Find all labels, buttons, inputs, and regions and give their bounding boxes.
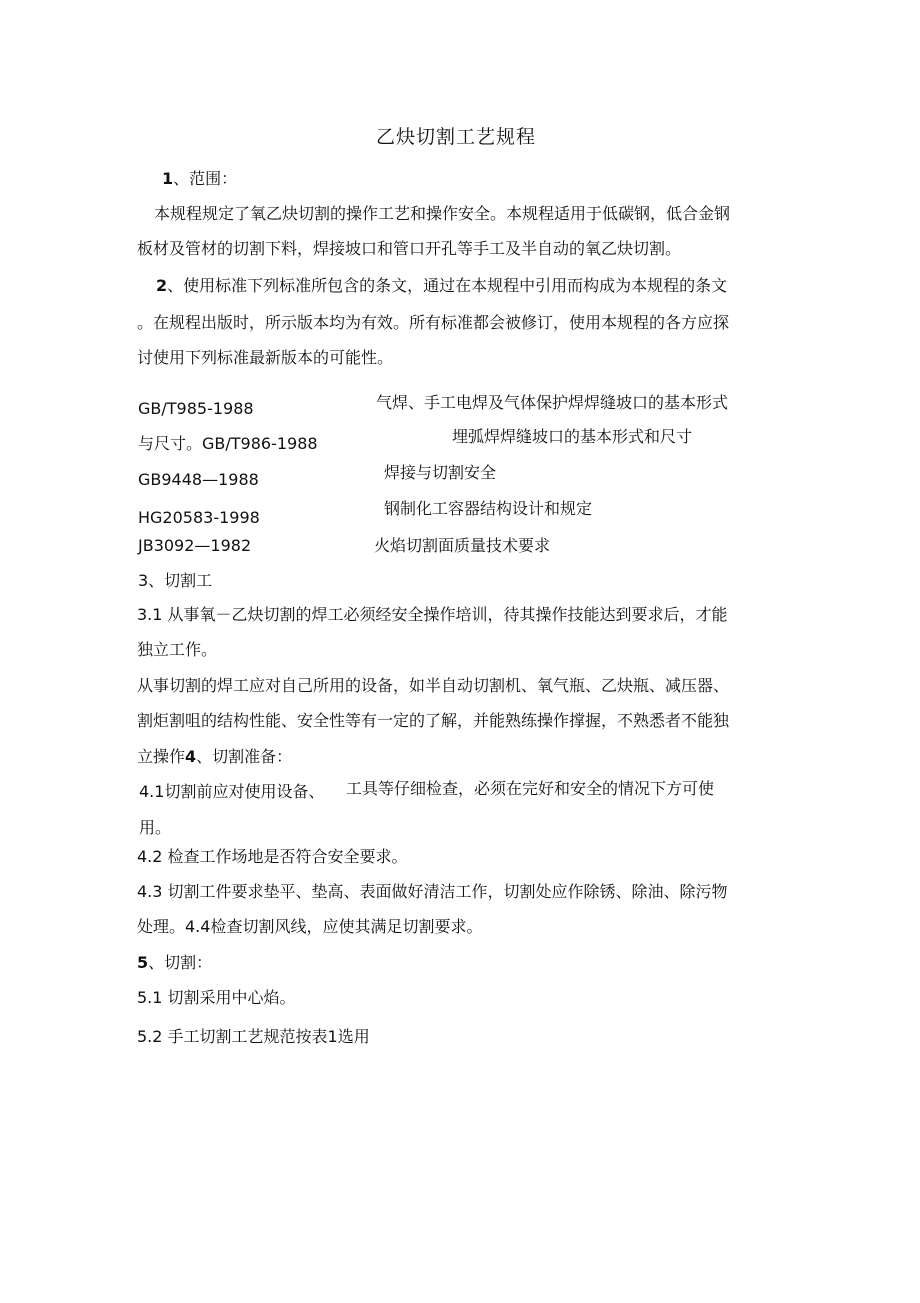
section-number: 5 — [137, 953, 149, 972]
standard-code: JB3092—1982 — [138, 536, 252, 555]
paragraph-line: 板材及管材的切割下料，焊接坡口和管口开孔等手工及半自动的氧乙炔切割。 — [137, 239, 682, 258]
paragraph-line: 。在规程出版时，所示版本均为有效。所有标准都会被修订，使用本规程的各方应探 — [137, 313, 730, 332]
paragraph-line: 独立工作。 — [137, 640, 218, 659]
section-4-heading: 、切割准备： — [196, 747, 293, 766]
paragraph-line: 3.1 从事氧－乙炔切割的焊工必须经安全操作培训，待其操作技能达到要求后，才能 — [137, 605, 728, 624]
section-heading-text: 、使用标准下列标准所包含的条文，通过在本规程中引用而构成为本规程的条文 — [167, 276, 728, 295]
standard-title: 焊接与切割安全 — [384, 463, 497, 482]
standard-code: 与尺寸。GB/T986-1988 — [138, 434, 318, 453]
paragraph-line: 处理。4.4检查切割风线，应使其满足切割要求。 — [137, 917, 483, 936]
section-1-heading — [162, 168, 237, 190]
paragraph-line: 5.2 手工切割工艺规范按表1选用 — [137, 1027, 370, 1046]
paragraph-line: 工具等仔细检查，必须在完好和安全的情况下方可使 — [346, 779, 715, 798]
document-title: 乙炔切割工艺规程 — [376, 126, 537, 148]
standard-title: 钢制化工容器结构设计和规定 — [384, 499, 593, 518]
standard-code: GB9448—1988 — [138, 470, 259, 489]
standard-title: 埋弧焊焊缝坡口的基本形式和尺寸 — [452, 427, 693, 446]
paragraph-line: 5.1 切割采用中心焰。 — [137, 988, 296, 1007]
paragraph-line: 4.1切割前应对使用设备、 — [139, 782, 325, 801]
paragraph-line: 4.2 检查工作场地是否符合安全要求。 — [137, 847, 408, 866]
section-2-heading — [156, 275, 727, 297]
standard-code: HG20583-1998 — [138, 508, 260, 527]
section-number: 2 — [156, 276, 168, 295]
section-number: 1 — [162, 169, 174, 188]
paragraph-line: 用。 — [139, 818, 172, 837]
paragraph-line — [137, 746, 292, 768]
paragraph-line: 从事切割的焊工应对自己所用的设备，如半自动切割机、氧气瓶、乙炔瓶、减压器、 — [137, 676, 730, 695]
section-3-heading: 3、切割工 — [138, 571, 213, 590]
paragraph-line: 讨使用下列标准最新版本的可能性。 — [137, 348, 394, 367]
standard-title: 气焊、手工电焊及气体保护焊焊缝坡口的基本形式 — [376, 393, 729, 412]
section-number: 4 — [185, 747, 197, 766]
section-5-heading — [137, 952, 212, 974]
section-heading-text: 、范围： — [173, 169, 238, 188]
standard-title: 火焰切割面质量技术要求 — [374, 536, 551, 555]
standard-code: GB/T985-1988 — [138, 399, 254, 418]
paragraph-line: 4.3 切割工件要求垫平、垫高、表面做好清洁工作，切割处应作除锈、除油、除污物 — [137, 882, 728, 901]
paragraph-line: 割炬割咀的结构性能、安全性等有一定的了解，并能熟练操作撑握，不熟悉者不能独 — [137, 711, 730, 730]
section-heading-text: 、切割： — [148, 953, 213, 972]
paragraph-text: 立操作 — [137, 747, 186, 766]
paragraph-line: 本规程规定了氧乙炔切割的操作工艺和操作安全。本规程适用于低碳钢，低合金钢 — [154, 204, 731, 223]
